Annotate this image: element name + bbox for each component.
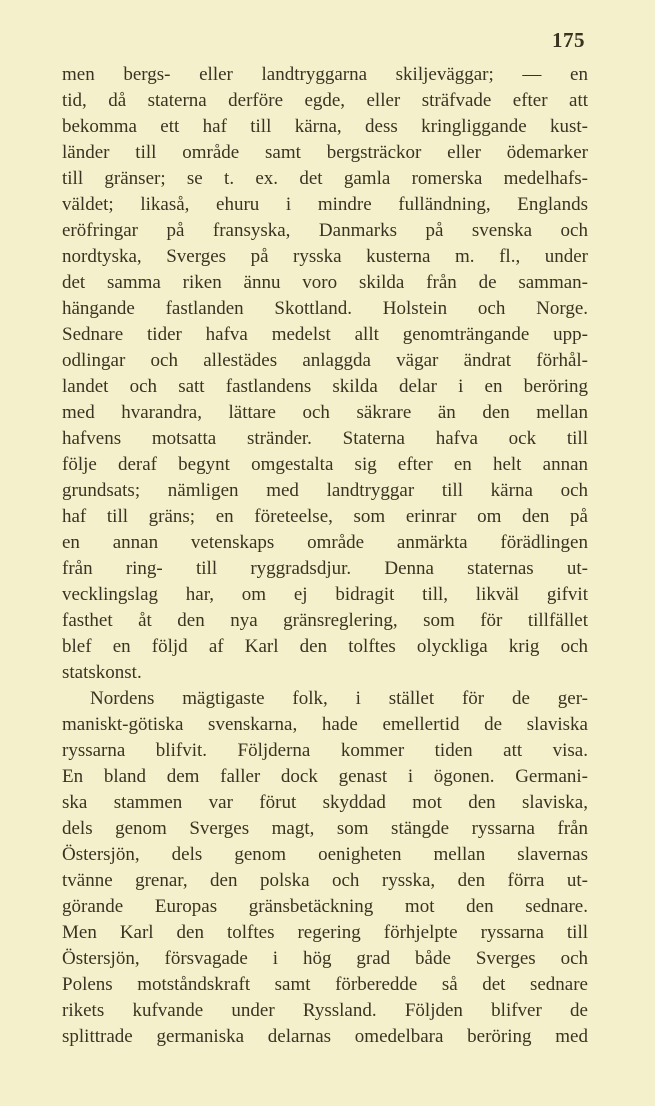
- text-line: haf till gräns; en företeelse, som erinrar om den på: [62, 506, 588, 527]
- text-line: dels genom Sverges magt, som stängde ryssarna från: [62, 818, 588, 839]
- text-line: länder till område samt bergsträckor eller ödemarker: [62, 142, 588, 163]
- text-line: ryssarna blifvit. Följderna kommer tiden att visa.: [62, 740, 588, 761]
- text-line: ska stammen var förut skyddad mot den slaviska,: [62, 792, 588, 813]
- text-line: en annan vetenskaps område anmärkta förädlingen: [62, 532, 588, 553]
- text-line: eröfringar på fransyska, Danmarks på svenska och: [62, 220, 588, 241]
- text-line: vecklingslag har, om ej bidragit till, likväl gifvit: [62, 584, 588, 605]
- text-line: Polens motståndskraft samt förberedde så det sednare: [62, 974, 588, 995]
- text-line: En bland dem faller dock genast i ögonen. Germani-: [62, 766, 588, 787]
- text-line: med hvarandra, lättare och säkrare än den mellan: [62, 402, 588, 423]
- text-line: väldet; likaså, ehuru i mindre fulländning, Englands: [62, 194, 588, 215]
- text-line: till gränser; se t. ex. det gamla romerska medelhafs-: [62, 168, 588, 189]
- text-line: hafvens motsatta stränder. Staterna hafva ock till: [62, 428, 588, 449]
- text-line: men bergs- eller landtryggarna skiljeväggar; — en: [62, 64, 588, 85]
- text-line: det samma riken ännu voro skilda från de samman-: [62, 272, 588, 293]
- text-line: blef en följd af Karl den tolftes olyckliga krig och: [62, 636, 588, 657]
- body-text: [62, 62, 588, 1050]
- text-line: görande Europas gränsbetäckning mot den sednare.: [62, 896, 588, 917]
- text-line: landet och satt fastlandens skilda delar i en beröring: [62, 376, 588, 397]
- text-line: bekomma ett haf till kärna, dess kringliggande kust-: [62, 116, 588, 137]
- text-line: grundsats; nämligen med landtryggar till kärna och: [62, 480, 588, 501]
- text-line: följe deraf begynt omgestalta sig efter en helt annan: [62, 454, 588, 475]
- text-line: tvänne grenar, den polska och rysska, den förra ut-: [62, 870, 588, 891]
- page-number: 175: [552, 28, 585, 52]
- text-line: splittrade germaniska delarnas omedelbara beröring med: [62, 1026, 588, 1047]
- text-line: Sednare tider hafva medelst allt genomträngande upp-: [62, 324, 588, 345]
- text-line: rikets kufvande under Ryssland. Följden blifver de: [62, 1000, 588, 1021]
- text-line: Men Karl den tolftes regering förhjelpte ryssarna till: [62, 922, 588, 943]
- text-line: Nordens mägtigaste folk, i stället för de ger-: [90, 688, 588, 709]
- text-line: tid, då staterna derföre egde, eller sträfvade efter att: [62, 90, 588, 111]
- text-line: Östersjön, dels genom oenigheten mellan slavernas: [62, 844, 588, 865]
- text-line: Östersjön, försvagade i hög grad både Sverges och: [62, 948, 588, 969]
- text-line: nordtyska, Sverges på rysska kusterna m. fl., under: [62, 246, 588, 267]
- text-line: statskonst.: [62, 662, 142, 683]
- text-line: odlingar och allestädes anlaggda vägar ändrat förhål-: [62, 350, 588, 371]
- text-line: hängande fastlanden Skottland. Holstein och Norge.: [62, 298, 588, 319]
- text-line: från ring- till ryggradsdjur. Denna staternas ut-: [62, 558, 588, 579]
- text-line: fasthet åt den nya gränsreglering, som för tillfället: [62, 610, 588, 631]
- text-line: maniskt-götiska svenskarna, hade emellertid de slaviska: [62, 714, 588, 735]
